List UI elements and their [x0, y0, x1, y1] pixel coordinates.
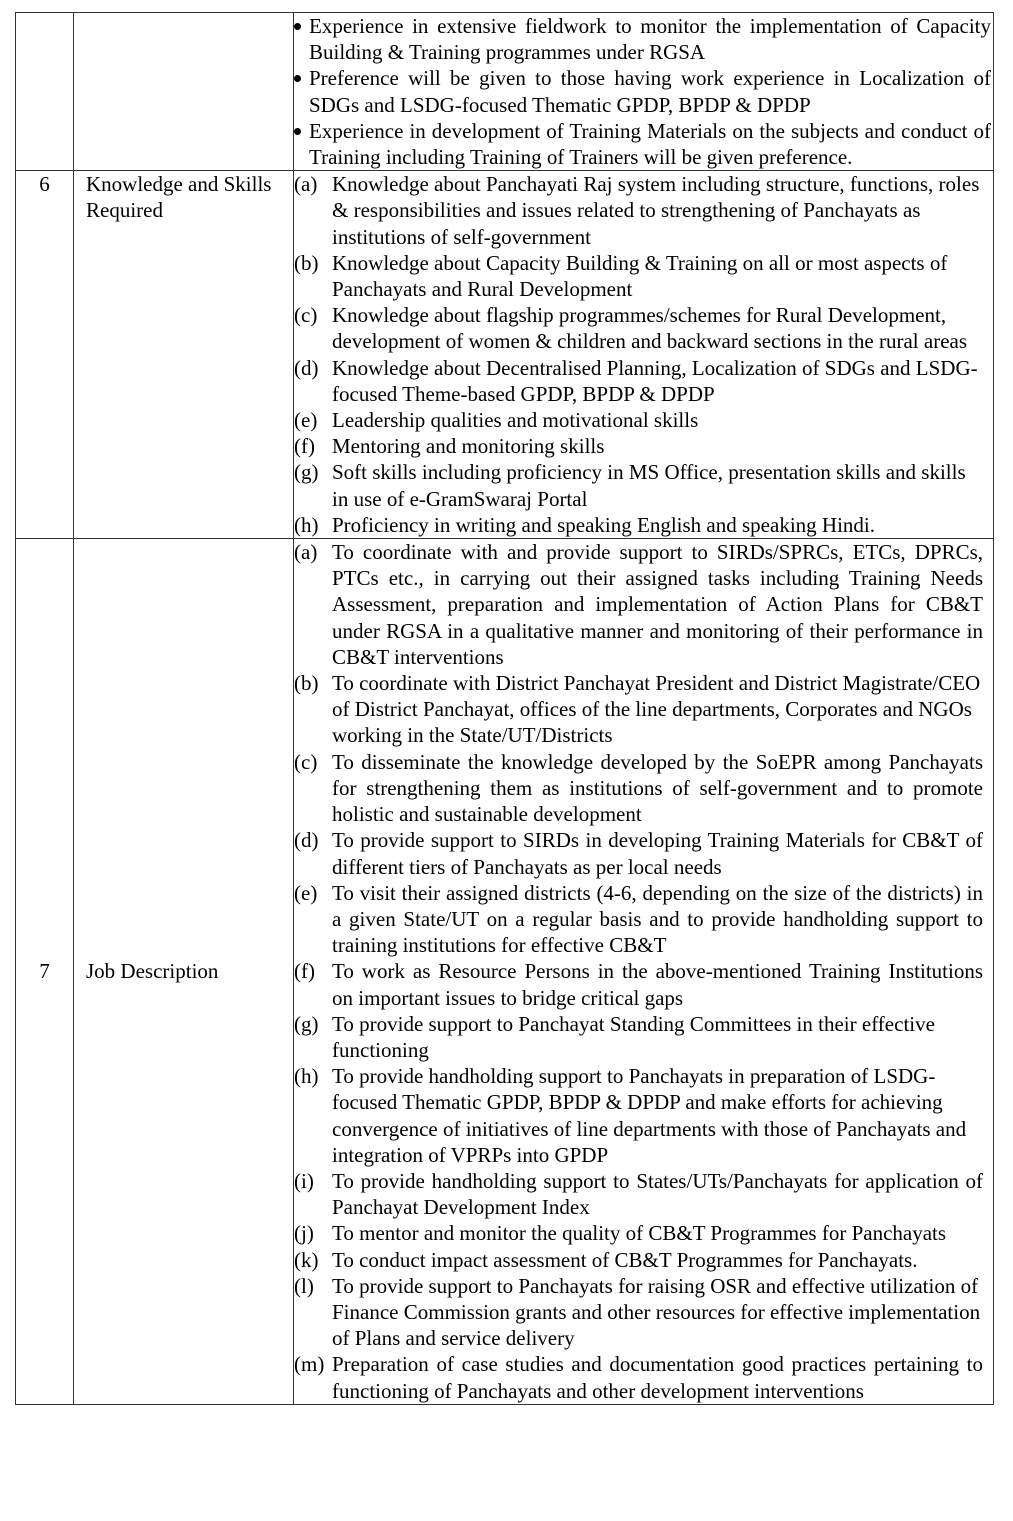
table-row-job-description: [16, 539, 994, 1405]
bullet-icon: [294, 23, 301, 30]
item-text: Knowledge about Capacity Building & Training on all or most aspects of Panchayats and Rural Development: [332, 250, 948, 302]
item-marker: (d): [294, 355, 319, 380]
item-text: To provide support to SIRDs in developing Training Materials for CB&T of different tiers of Panchayats as per local needs: [332, 828, 983, 879]
item-marker: (g): [294, 1011, 319, 1036]
item-marker: (a): [294, 540, 318, 565]
list-item: [294, 958, 993, 1010]
item-marker: (c): [294, 749, 318, 774]
item-marker: (h): [294, 512, 319, 537]
item-text: Leadership qualities and motivational skills: [332, 408, 699, 433]
list-item: [294, 827, 993, 879]
list-item: [294, 539, 993, 670]
item-text: To disseminate the knowledge developed by the SoEPR among Panchayats for strengthening them as institutions of self-government and to promote holistic and sustainable development: [332, 749, 983, 827]
list-item: [294, 250, 993, 302]
item-marker: (l): [294, 1273, 314, 1298]
list-item: [294, 1351, 993, 1403]
list-item: [294, 1247, 993, 1273]
item-text: Knowledge about flagship programmes/schemes for Rural Development, development of women & children and backward sections in the rural areas: [332, 303, 968, 354]
item-marker: (k): [294, 1247, 319, 1272]
row-number-cell-empty: [16, 13, 74, 171]
item-text: To conduct impact assessment of CB&T Programmes for Panchayats.: [332, 1247, 918, 1272]
item-marker: (b): [294, 671, 319, 696]
experience-bullet-text: Experience in development of Training Materials on the subjects and conduct of Training including Training of Trainers will be given preference.: [309, 118, 991, 170]
table-row-experience-continued: [16, 13, 994, 171]
item-marker: (f): [294, 434, 315, 459]
row-number-7: 7: [16, 539, 74, 1405]
list-item: [294, 880, 993, 959]
item-text: Preparation of case studies and documentation good practices pertaining to functioning of Panchayats and other development interventions: [332, 1352, 983, 1403]
item-marker: (c): [294, 303, 318, 328]
experience-bullet-item: [294, 65, 993, 117]
item-text: To work as Resource Persons in the above-mentioned Training Institutions on important issues to bridge critical gaps: [332, 959, 983, 1010]
item-text: Knowledge about Decentralised Planning, Localization of SDGs and LSDG-focused Theme-based GPDP, BPDP & DPDP: [332, 355, 978, 406]
item-marker: (f): [294, 959, 315, 984]
item-marker: (i): [294, 1168, 314, 1193]
item-text: To visit their assigned districts (4-6, depending on the size of the districts) in a given State/UT on a regular basis and to provide handholding support to training institutions for effective CB&T: [332, 880, 983, 958]
list-item: [294, 1063, 993, 1168]
item-text: To coordinate with District Panchayat President and District Magistrate/CEO of District Panchayat, offices of the line departments, Corporates and NGOs working in the State/UT/Districts: [332, 671, 981, 748]
item-text: Knowledge about Panchayati Raj system including structure, functions, roles & responsibilities and issues related to strengthening of Panchayats as institutions of self-government: [332, 172, 980, 249]
knowledge-skills-cell: [294, 171, 994, 539]
row-label-cell-empty: [74, 13, 294, 171]
experience-bullet-list: [294, 13, 993, 170]
job-description-cell: [294, 539, 994, 1405]
list-item: [294, 171, 993, 250]
item-text: To provide support to Panchayats for raising OSR and effective utilization of Finance Commission grants and other resources for effective implementation of Plans and service delivery: [332, 1273, 981, 1351]
item-marker: (d): [294, 828, 319, 853]
item-text: Mentoring and monitoring skills: [332, 434, 605, 459]
item-marker: (e): [294, 880, 318, 905]
item-marker: (b): [294, 250, 319, 275]
list-item: [294, 459, 993, 511]
row-label-job-description: Job Description: [74, 539, 294, 1405]
experience-bullet-item: [294, 13, 993, 65]
table-row-knowledge-skills: [16, 171, 994, 539]
item-marker: (m): [294, 1352, 325, 1377]
experience-bullet-item: [294, 118, 993, 170]
list-item: [294, 749, 993, 828]
list-item: [294, 1220, 993, 1246]
list-item: [294, 407, 993, 433]
list-item: [294, 355, 993, 407]
knowledge-skills-list: [294, 171, 993, 538]
item-text: To mentor and monitor the quality of CB&T Programmes for Panchayats: [332, 1221, 947, 1246]
item-marker: (j): [294, 1221, 314, 1246]
item-text: To coordinate with and provide support to SIRDs/SPRCs, ETCs, DPRCs, PTCs etc., in carrying out their assigned tasks including Training Needs Assessment, preparation and implementation of Action Plans for CB&T under RGSA in a qualitative manner and monitoring of their performance in CB&T interventions: [332, 540, 983, 669]
item-text: To provide handholding support to States/UTs/Panchayats for application of Panchayat Development Index: [332, 1168, 983, 1220]
experience-bullets-cell: [294, 13, 994, 171]
bullet-icon: [294, 75, 301, 82]
experience-bullet-text: Experience in extensive fieldwork to monitor the implementation of Capacity Building & Training programmes under RGSA: [309, 14, 991, 65]
experience-bullet-text: Preference will be given to those having work experience in Localization of SDGs and LSDG-focused Thematic GPDP, BPDP & DPDP: [309, 66, 991, 117]
item-text: Soft skills including proficiency in MS Office, presentation skills and skills in use of e-GramSwaraj Portal: [332, 460, 966, 511]
list-item: [294, 1011, 993, 1063]
item-marker: (g): [294, 460, 319, 485]
list-item: [294, 1168, 993, 1220]
list-item: [294, 1273, 993, 1352]
bullet-icon: [294, 128, 301, 135]
item-text: To provide handholding support to Panchayats in preparation of LSDG-focused Thematic GPDP, BPDP & DPDP and make efforts for achieving convergence of initiatives of line departments with those of Panchayats and integration of VPRPs into GPDP: [332, 1064, 967, 1167]
job-requirements-table: [15, 12, 994, 1405]
item-marker: (e): [294, 408, 318, 433]
list-item: [294, 433, 993, 459]
list-item: [294, 302, 993, 354]
item-text: To provide support to Panchayat Standing Committees in their effective functioning: [332, 1011, 935, 1062]
item-marker: (h): [294, 1064, 319, 1089]
item-marker: (a): [294, 172, 318, 197]
row-label-knowledge-skills: Knowledge and Skills Required: [74, 171, 294, 539]
job-description-list: [294, 539, 993, 1404]
list-item: [294, 670, 993, 749]
list-item: [294, 512, 993, 538]
item-text: Proficiency in writing and speaking English and speaking Hindi.: [332, 512, 875, 537]
row-number-6: 6: [16, 171, 74, 539]
